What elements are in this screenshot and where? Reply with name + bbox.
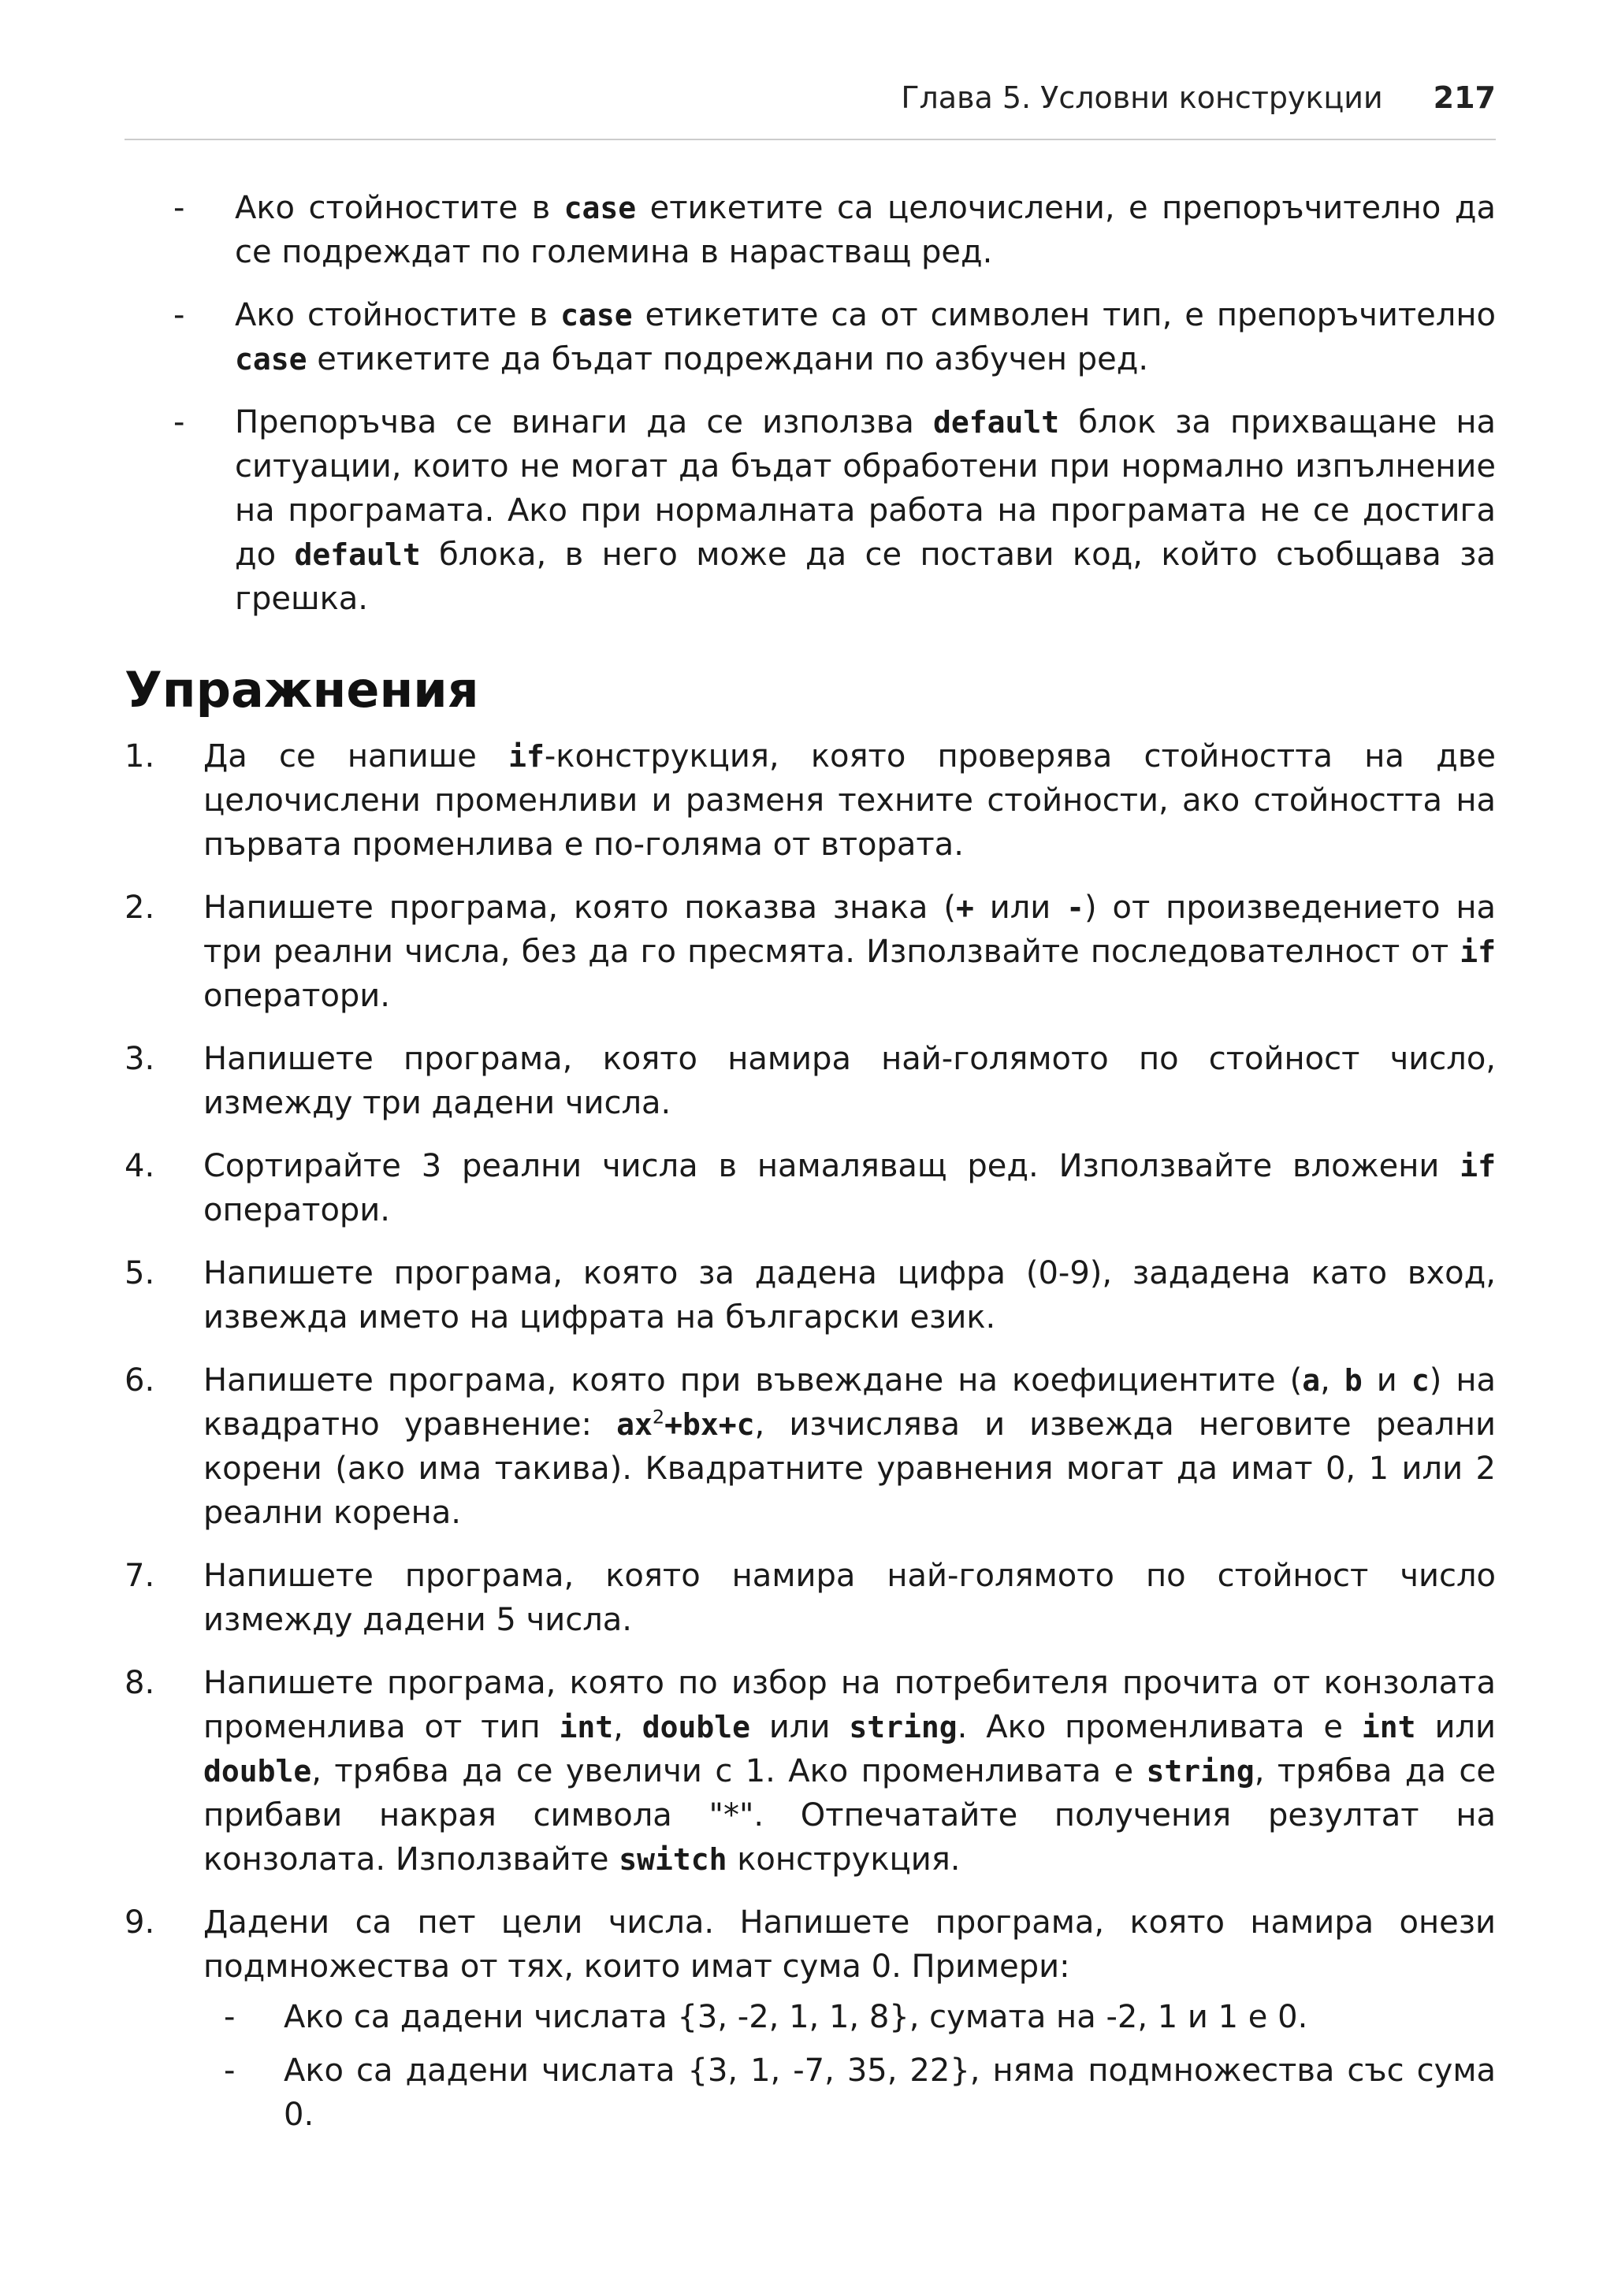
example-item: - Ако са дадени числата {3, -2, 1, 1, 8}, сумата на -2, 1 и 1 е 0. <box>203 1995 1496 2039</box>
code-keyword: default <box>932 405 1060 440</box>
code-keyword: int <box>559 1710 614 1744</box>
list-item: - Ако стойностите в case етикетите са целочислени, е препоръчително да се подреждат по големина в нарастващ ред. <box>125 186 1496 274</box>
example-item: - Ако са дадени числата {3, 1, -7, 35, 22}, няма подмножества със сума 0. <box>203 2049 1496 2137</box>
page-number: 217 <box>1433 80 1496 115</box>
examples-list <box>203 1995 1496 2137</box>
code-keyword: + <box>955 890 974 925</box>
list-marker: - <box>173 404 185 440</box>
code-formula: +bx+c <box>664 1407 755 1442</box>
recommendations-list <box>125 186 1496 621</box>
exercise-item: 4. Сортирайте 3 реални числа в намаляващ ред. Използвайте вложени if оператори. <box>125 1144 1496 1232</box>
code-keyword: double <box>642 1710 751 1744</box>
code-keyword: - <box>1066 890 1085 925</box>
code-keyword: b <box>1344 1363 1363 1398</box>
chapter-title: Глава 5. Условни конструкции <box>901 80 1383 115</box>
code-keyword: double <box>203 1754 312 1789</box>
running-header <box>125 80 1496 115</box>
exercise-number: 2. <box>125 890 155 926</box>
list-marker: - <box>224 2053 236 2089</box>
exercise-number: 7. <box>125 1558 155 1594</box>
code-keyword: if <box>1460 1149 1496 1183</box>
code-keyword: case <box>560 298 633 333</box>
header-divider <box>125 139 1496 140</box>
exercise-item: 6. Напишете програма, която при въвеждане на коефициентите (a, b и c) на квадратно уравнение: $ax^2+bx+c$, изчислява и извежда неговите реални корени (ако има такива). Квадратните уравнения могат да имат 0, 1 или 2 реални корена. <box>125 1358 1496 1535</box>
page-content <box>125 186 1496 2156</box>
code-keyword: default <box>294 537 421 572</box>
list-marker: - <box>173 297 185 333</box>
list-item: - Ако стойностите в case етикетите са от символен тип, е препоръчително case етикетите да бъдат подреждани по азбучен ред. <box>125 293 1496 381</box>
section-heading: Упражнения <box>125 661 479 719</box>
list-marker: - <box>173 190 185 226</box>
exercise-item: 2. Напишете програма, която показва знака (+ или -) от произведението на три реални числа, без да го пресмята. Използвайте последователност от if оператори. <box>125 886 1496 1018</box>
code-formula: ax <box>616 1407 653 1442</box>
code-keyword: switch <box>619 1842 727 1877</box>
code-keyword: string <box>849 1710 958 1744</box>
exercise-item: 5. Напишете програма, която за дадена цифра (0-9), зададена като вход, извежда името на цифрата на български език. <box>125 1251 1496 1339</box>
exercises-list <box>125 734 1496 2137</box>
exercise-number: 3. <box>125 1041 155 1077</box>
exercise-item: 1. Да се напише if-конструкция, която проверява стойността на две целочислени променливи и разменя техните стойности, ако стойността на първата променлива е по-голяма от втората. <box>125 734 1496 867</box>
exercise-number: 4. <box>125 1148 155 1184</box>
code-keyword: if <box>1460 934 1496 969</box>
formula-exponent: 2 <box>652 1406 665 1428</box>
exercise-item: 9. Дадени са пет цели числа. Напишете програма, която намира онези подмножества от тях, които имат сума 0. Примери: - Ако са дадени числата {3, -2, 1, 1, 8}, сумата на -2, 1 и 1 е 0. - Ако са дадени числата {3, 1, -7, 35, 22}, няма подмножества със сума 0. <box>125 1900 1496 2137</box>
exercise-number: 9. <box>125 1904 155 1941</box>
exercise-number: 5. <box>125 1255 155 1291</box>
code-keyword: string <box>1146 1754 1255 1789</box>
exercise-number: 8. <box>125 1665 155 1701</box>
list-marker: - <box>224 1999 236 2035</box>
exercise-number: 1. <box>125 738 155 775</box>
exercise-item: 3. Напишете програма, която намира най-голямото по стойност число, измежду три дадени числа. <box>125 1037 1496 1125</box>
code-keyword: int <box>1361 1710 1416 1744</box>
exercise-item: 7. Напишете програма, която намира най-голямото по стойност число измежду дадени 5 числа. <box>125 1554 1496 1642</box>
code-keyword: a <box>1302 1363 1321 1398</box>
exercise-number: 6. <box>125 1362 155 1399</box>
code-keyword: if <box>508 739 545 774</box>
code-keyword: c <box>1411 1363 1430 1398</box>
code-keyword: case <box>563 191 637 225</box>
list-item: - Препоръчва се винаги да се използва default блок за прихващане на ситуации, които не могат да бъдат обработени при нормално изпълнение на програмата. Ако при нормалната работа на програмата не се достига до default блока, в него може да се постави код, който съобщава за грешка. <box>125 400 1496 621</box>
exercise-item: 8. Напишете програма, която по избор на потребителя прочита от конзолата променлива от тип int, double или string. Ако променливата е int или double, трябва да се увеличи с 1. Ако променливата е string, трябва да се прибави накрая символа "*". Отпечатайте получения резултат на конзолата. Използвайте switch конструкция. <box>125 1661 1496 1882</box>
code-keyword: case <box>235 342 307 377</box>
